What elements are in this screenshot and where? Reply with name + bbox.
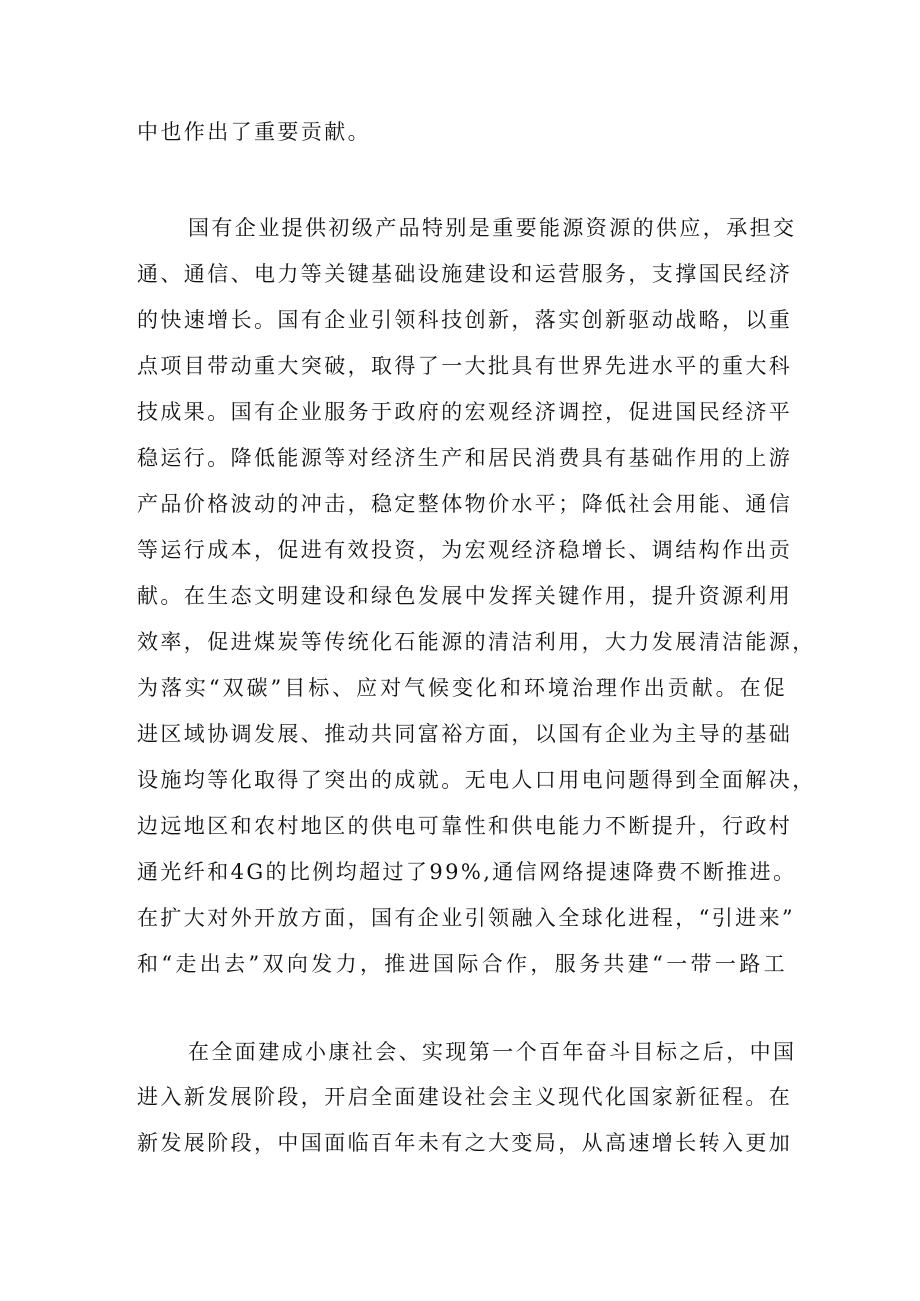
text-line: 在全面建成小康社会、实现第一个百年奋斗目标之后，中国 [188,1040,797,1064]
text-line: 点项目带动重大突破，取得了一大批具有世界先进水平的重大科 [137,354,793,378]
text-line: 中也作出了重要贡献。 [137,120,371,144]
text-line: 进入新发展阶段，开启全面建设社会主义现代化国家新征程。在 [137,1085,793,1109]
text-line: 的快速增长。国有企业引领科技创新，落实创新驱动战略，以重 [137,308,793,332]
text-line: 稳运行。降低能源等对经济生产和居民消费具有基础作用的上游 [137,446,793,470]
text-line: 献。在生态文明建设和绿色发展中发挥关键作用，提升资源利用 [137,584,793,608]
text-line: 在扩大对外开放方面，国有企业引领融入全球化进程，“引进来” [137,906,796,930]
text-line: 设施均等化取得了突出的成就。无电人口用电问题得到全面解决， [137,768,816,792]
text-line: 等运行成本，促进有效投资，为宏观经济稳增长、调结构作出贡 [137,538,793,562]
text-line: 边远地区和农村地区的供电可靠性和供电能力不断提升，行政村 [137,814,793,838]
text-line: 和“走出去”双向发力，推进国际合作，服务共建“一带一路工 [137,952,787,976]
text-line: 通光纤和4G的比例均超过了99%,通信网络提速降费不断推进。 [137,860,797,884]
text-line: 为落实“双碳”目标、应对气候变化和环境治理作出贡献。在促 [137,676,787,700]
text-line: 进区域协调发展、推动共同富裕方面，以国有企业为主导的基础 [137,722,793,746]
text-line: 技成果。国有企业服务于政府的宏观经济调控，促进国民经济平 [137,400,793,424]
text-line: 国有企业提供初级产品特别是重要能源资源的供应，承担交 [188,216,797,240]
text-line: 新发展阶段，中国面临百年未有之大变局，从高速增长转入更加 [137,1131,793,1155]
text-line: 效率，促进煤炭等传统化石能源的清洁利用，大力发展清洁能源， [137,630,816,654]
text-line: 产品价格波动的冲击，稳定整体物价水平；降低社会用能、通信 [137,492,793,516]
text-line: 通、通信、电力等关键基础设施建设和运营服务，支撑国民经济 [137,262,793,286]
